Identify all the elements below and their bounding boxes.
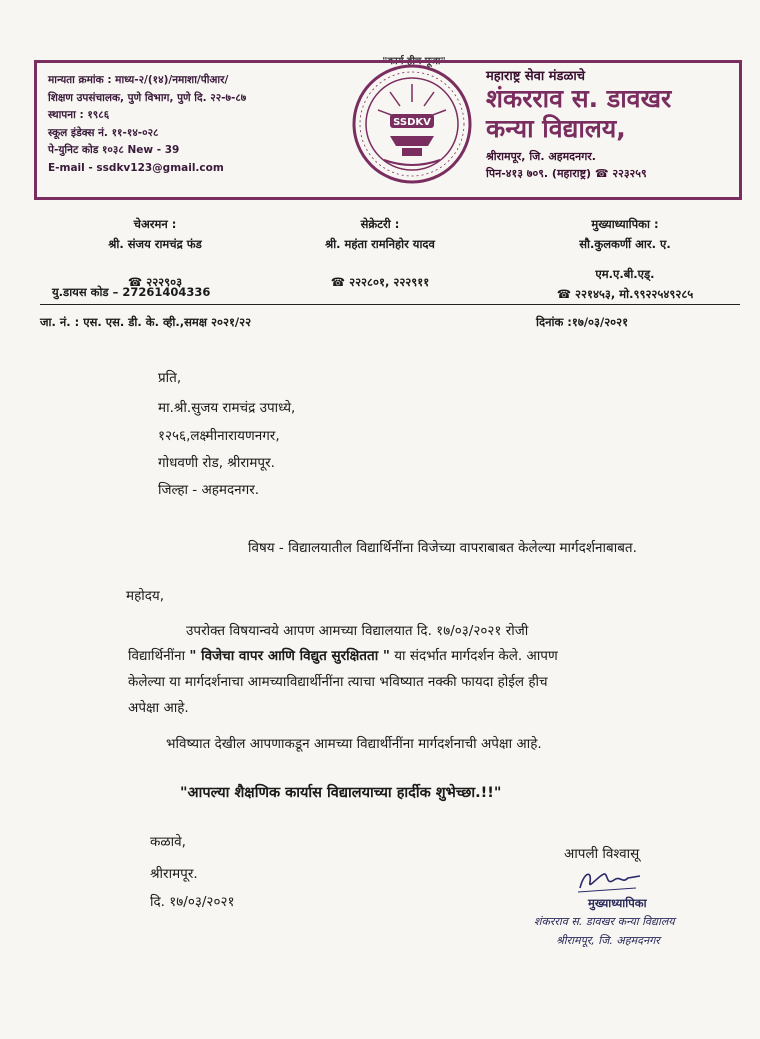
letterhead-registration-info <box>48 72 348 177</box>
school-index: स्कूल इंडेक्स नं. ११-१४-०२८ <box>48 126 159 139</box>
establishment-year: स्थापना : १९८६ <box>48 109 110 121</box>
official-phone: ☎ २२२८०१, २२२९११ <box>330 275 430 289</box>
official-title: सेक्रेटरी : <box>360 217 400 231</box>
official-name: श्री. संजय रामचंद्र फंड <box>108 237 202 251</box>
official-name: सौ.कुलकर्णी आर. ए. <box>579 237 671 251</box>
logo-text: SSDKV <box>393 117 431 128</box>
official-phone: ☎ २२२९०३ <box>127 275 183 289</box>
reference-number: जा. नं. : एस. एस. डी. के. व्ही.,समक्ष २०२१/२२ <box>40 315 252 329</box>
recipient-line: गोधवणी रोड, श्रीरामपूर. <box>158 455 275 471</box>
body-topic: " विजेचा वापर आणि विद्युत सुरक्षितता " <box>189 648 390 664</box>
signatory-address: श्रीरामपूर, जि. अहमदनगर <box>556 934 660 947</box>
official-chairman <box>50 214 260 292</box>
sign-off: आपली विश्वासू <box>564 846 640 862</box>
org-name: शंकरराव स. डावखर <box>486 84 672 113</box>
school-logo-icon <box>350 62 474 186</box>
udise-code: यु.डायस कोड – 27261404336 <box>52 285 211 299</box>
body-line: उपरोक्त विषयान्वये आपण आमच्या विद्यालयात दि. १७/०३/२०२१ रोजी <box>186 623 529 639</box>
body-line: अपेक्षा आहे. <box>128 700 189 716</box>
official-qualification: एम.ए.बी.एड्. <box>595 267 655 281</box>
body-line <box>128 646 558 664</box>
subject-line: विषय - विद्यालयातील विद्यार्थिनींना विजेच्या वापराबाबत केलेल्या मार्गदर्शनाबाबत. <box>248 540 637 556</box>
recipient-line: मा.श्री.सुजय रामचंद्र उपाध्ये, <box>158 400 296 416</box>
signature-icon <box>570 866 650 896</box>
recognition-authority: शिक्षण उपसंचालक, पुणे विभाग, पुणे दि. २२-७-८७ <box>48 91 247 104</box>
letter-date: दिनांक :१७/०३/२०२१ <box>536 315 629 329</box>
recipient-line: १२५६,लक्ष्मीनारायणनगर, <box>158 428 280 444</box>
closing-date: दि. १७/०३/२०२१ <box>150 894 235 910</box>
wishes-quote: "आपल्या शैक्षणिक कार्यास विद्यालयाच्या हार्दीक शुभेच्छा.!!" <box>180 785 502 801</box>
body-line: केलेल्या या मार्गदर्शनाचा आमच्याविद्यार्थीनींना त्याचा भविष्यात नक्की फायदा होईल हीच <box>128 674 548 690</box>
pay-unit-code: पे-युनिट कोड १०३८ New - 39 <box>48 144 180 156</box>
signatory-org: शंकरराव स. डावखर कन्या विद्यालय <box>534 915 675 928</box>
org-prefix: महाराष्ट्र सेवा मंडळाचे <box>486 69 585 84</box>
official-secretary <box>270 214 490 292</box>
email: E-mail - ssdkv123@gmail.com <box>48 161 224 174</box>
recognition-number: मान्यता क्रमांक : माध्य-२/(१४)/नमाशा/पीआर/ <box>48 74 229 86</box>
body-text: विद्यार्थिनींना <box>128 648 186 664</box>
org-address: श्रीरामपूर, जि. अहमदनगर. <box>486 150 596 163</box>
salutation: महोदय, <box>126 588 165 604</box>
official-phone: ☎ २२१४५३, मो.९९२२५४९२८५ <box>556 287 694 301</box>
letterhead-org-info <box>486 62 736 182</box>
official-title: मुख्याध्यापिका : <box>591 217 659 231</box>
motto: "कार्य हीच पूजा" <box>382 56 446 67</box>
body-line: भविष्यात देखील आपणाकडून आमच्या विद्यार्थीनींना मार्गदर्शनाची अपेक्षा आहे. <box>166 736 542 752</box>
closing-line: कळावे, <box>150 834 186 850</box>
official-title: चेअरमन : <box>133 217 177 231</box>
body-text: या संदर्भात मार्गदर्शन केले. आपण <box>394 648 558 664</box>
divider <box>40 304 740 305</box>
signatory-title: मुख्याध्यापिका <box>588 896 647 910</box>
org-name-2: कन्या विद्यालय, <box>486 114 626 143</box>
org-pin-phone: पिन-४१३ ७०९. (महाराष्ट्र) ☎ २२३२५९ <box>486 167 647 180</box>
official-name: श्री. महंता रामनिहोर यादव <box>325 237 435 251</box>
official-headmistress <box>510 214 740 304</box>
recipient-line: प्रति, <box>158 370 182 386</box>
closing-place: श्रीरामपूर. <box>150 866 198 882</box>
recipient-line: जिल्हा - अहमदनगर. <box>158 482 260 498</box>
